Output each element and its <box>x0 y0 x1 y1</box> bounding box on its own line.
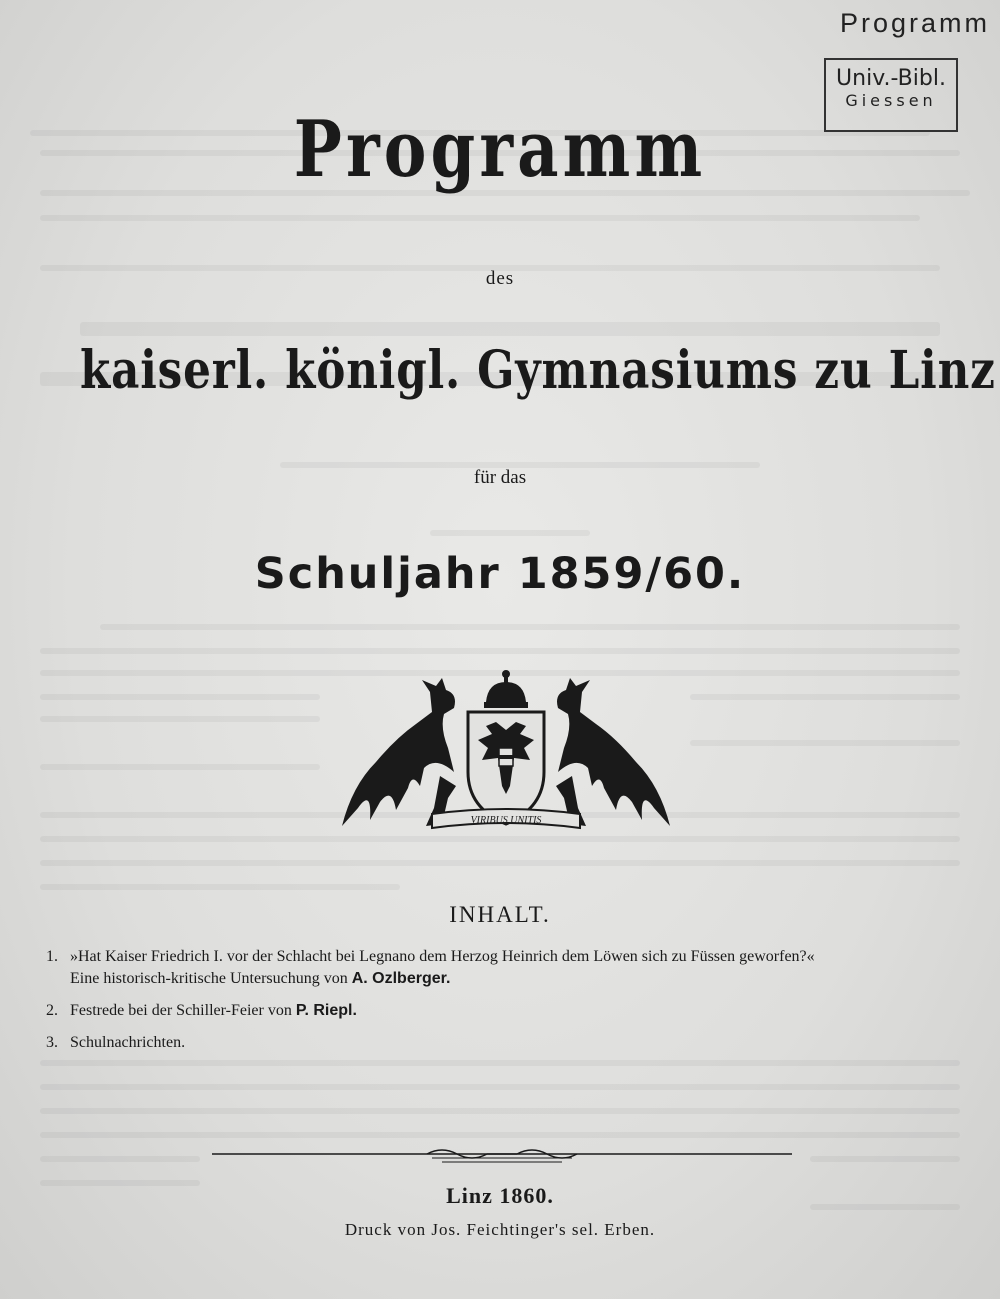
publication-place-year: Linz 1860. <box>446 1183 554 1208</box>
ornamental-rule <box>212 1146 792 1170</box>
shelf-mark: Programm <box>839 8 990 38</box>
contents-item-subtitle: Eine historisch-kritische Untersuchung von <box>70 970 348 987</box>
stamp-line-city: Giessen <box>845 91 937 110</box>
crest-motto: VIRIBUS UNITIS <box>470 815 542 826</box>
contents-item-author: P. Riepl. <box>295 1002 357 1019</box>
contents-item-title: »Hat Kaiser Friedrich I. vor der Schlacht bei Legnano dem Herzog Heinrich dem Löwen sich zu Füssen geworfen?« <box>70 948 815 965</box>
contents-item-number: 1. <box>46 948 58 965</box>
contents-item <box>46 1032 986 1054</box>
title-connector-fuer-das: für das <box>473 467 527 488</box>
contents-item-author: A. Ozlberger. <box>351 970 451 987</box>
contents-item-title: Schulnachrichten. <box>70 1034 186 1051</box>
contents-heading: INHALT. <box>449 902 551 927</box>
institution-name: kaiserl. königl. Gymnasiums zu Linz <box>80 340 996 401</box>
stamp-line-library: Univ.-Bibl. <box>836 66 946 91</box>
contents-item <box>46 1000 986 1022</box>
contents-item-number: 2. <box>46 1002 58 1019</box>
school-year: Schuljahr 1859/60. <box>254 549 746 599</box>
table-of-contents <box>46 946 986 1064</box>
imperial-coat-of-arms-icon <box>336 668 676 840</box>
document-title: Programm <box>293 104 707 195</box>
contents-item-title: Festrede bei der Schiller-Feier von <box>70 1002 292 1019</box>
contents-item-number: 3. <box>46 1034 58 1051</box>
title-connector-des: des <box>485 268 515 289</box>
contents-item <box>46 946 986 990</box>
printer-line: Druck von Jos. Feichtinger's sel. Erben. <box>344 1220 656 1239</box>
